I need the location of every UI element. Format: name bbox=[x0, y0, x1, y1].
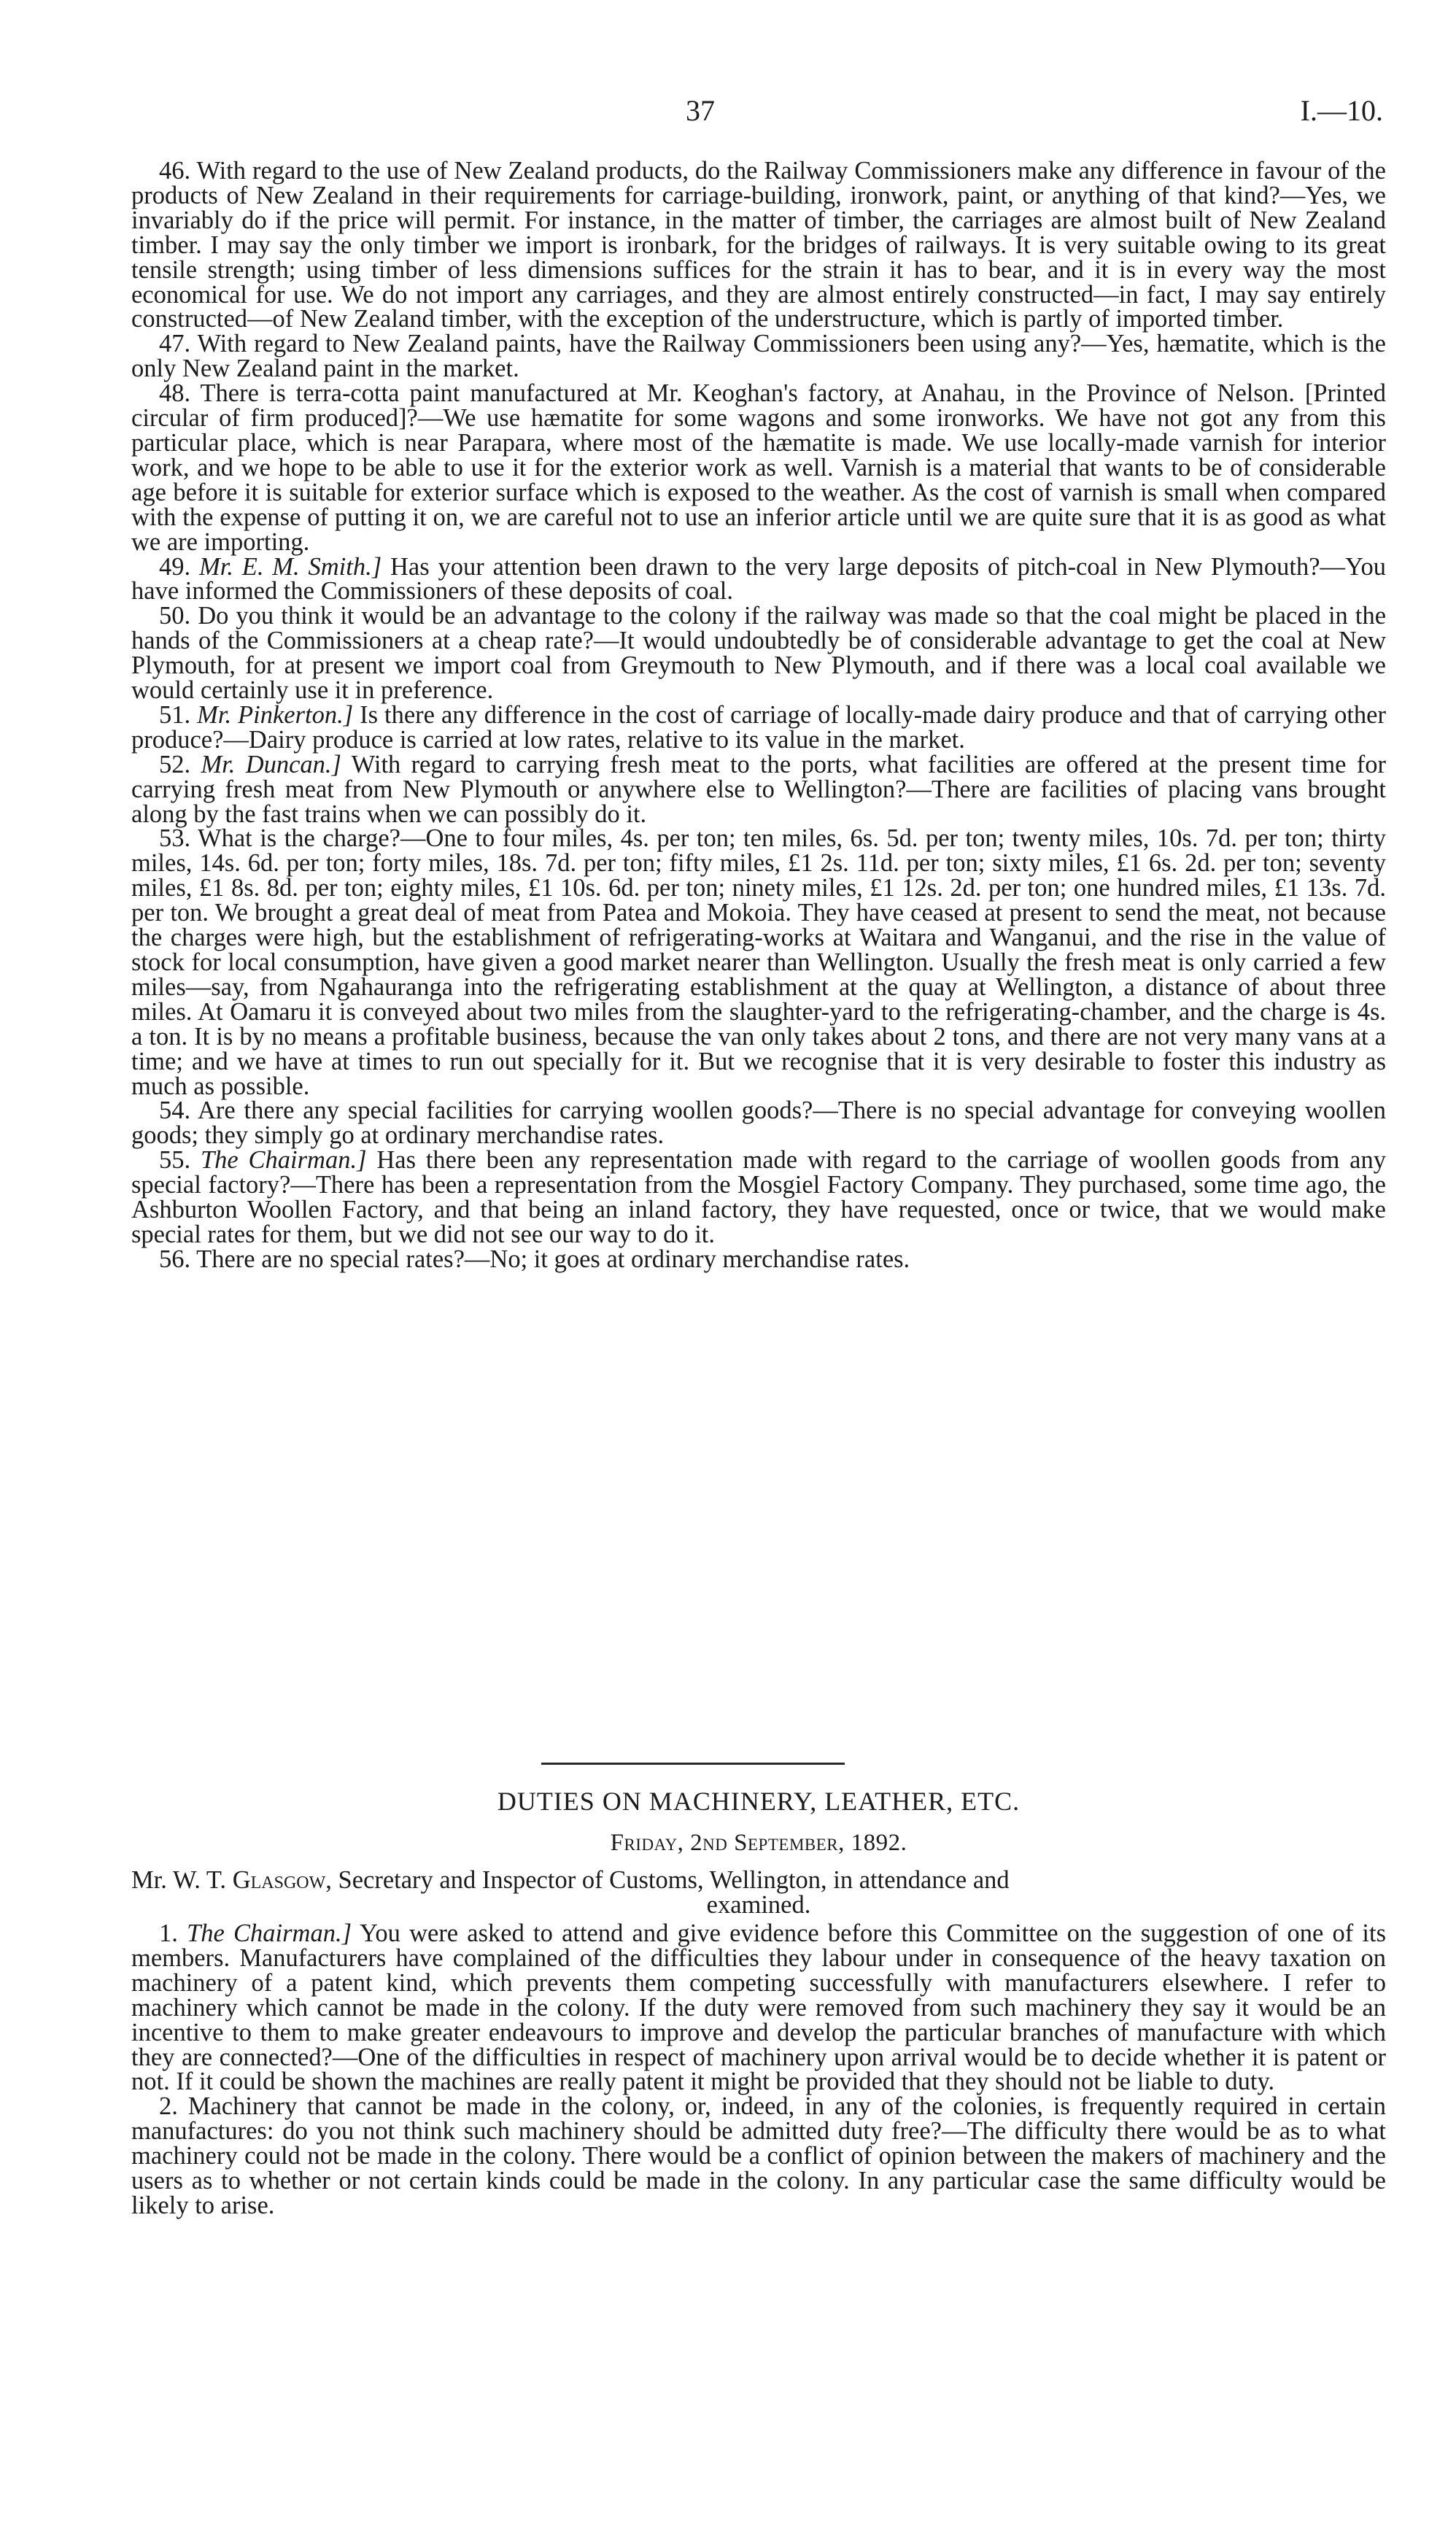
speaker-label: The Chairman.] bbox=[200, 1146, 367, 1175]
witness-name: Glasgow bbox=[232, 1866, 326, 1894]
paragraph-2: 2. Machinery that cannot be made in the colony, or, indeed, in any of the colonies, is frequently required in certain manufactures: do you not think such machinery should be admitted duty free?—The difficulty there would be as to what machinery could not be made in the colony. There would be a conflict of opinion between the makers of machinery and the users as to whether or not certain kinds could be made in the colony. In any particular case the same difficulty would be likely to arise. bbox=[131, 2092, 1386, 2219]
paragraph-49: 49. Mr. E. M. Smith.] Has your attention been drawn to the very large deposits of pitch-coal in New Plymouth?—You have informed the Commissioners of these deposits of coal. bbox=[131, 552, 1387, 606]
paragraph-50: 50. Do you think it would be an advantage to the colony if the railway was made so that the coal might be placed in the hands of the Commissioners at a cheap rate?—It would undoubtedly be of considerable advantage to get the coal at New Plymouth, for at present we import coal from Greymouth to New Plymouth, and if there was a local coal available we would certainly use it in preference. bbox=[131, 602, 1387, 705]
attendance-note bbox=[131, 1868, 1386, 1917]
paragraph-47: 47. With regard to New Zealand paints, have the Railway Commissioners been using any?—Yes, hæmatite, which is the only New Zealand paint in the market. bbox=[131, 330, 1386, 383]
paragraph-48: 48. There is terra-cotta paint manufactured at Mr. Keoghan's factory, at Anahau, in the Province of Nelson. [Printed circular of firm produced]?—We use hæmatite for some wagons and some ironworks. We have not got any from this particular place, which is near Parapara, where most of the hæmatite is made. We use locally-made varnish for interior work, and we hope to be able to use it for the exterior work as well. Varnish is a material that wants to be of considerable age before it is suitable for exterior surface which is exposed to the weather. As the cost of varnish is small when compared with the expense of putting it on, we are careful not to use an inferior article until we are quite sure that it is as good as what we are importing. bbox=[131, 379, 1386, 556]
evidence-body-top bbox=[131, 159, 1386, 1272]
speaker-label: The Chairman.] bbox=[187, 1919, 352, 1947]
paragraph-53: 53. What is the charge?—One to four miles, 4s. per ton; ten miles, 6s. 5d. per ton; twenty miles, 10s. 7d. per ton; thirty miles, 14s. 6d. per ton; forty miles, 18s. 7d. per ton; fifty miles, £1 2s. 11d. per ton; sixty miles, £1 6s. 2d. per ton; seventy miles, £1 8s. 8d. per ton; eighty miles, £1 10s. 6d. per ton; ninety miles, £1 12s. 2d. per ton; one hundred miles, £1 13s. 7d. per ton. We brought a great deal of meat from Patea and Mokoia. They have ceased at present to send the meat, not because the charges were high, but the establishment of refrigerating-works at Waitara and Wanganui, and the rise in the value of stock for local consumption, have given a good market nearer than Wellington. Usually the fresh meat is only carried a few miles—say, from Ngahauranga into the refrigerating establishment at the quay at Wellington, a distance of about three miles. At Oamaru it is conveyed about two miles from the slaughter-yard to the refrigerating-chamber, and the charge is 4s. a ton. It is by no means a profitable business, because the van only takes about 2 tons, and there are not very many vans at a time; and we have at times to run out specially for it. But we recognise that it is very desirable to foster this industry as much as possible. bbox=[131, 824, 1386, 1100]
paragraph-54: 54. Are there any special facilities for carrying woollen goods?—There is no special advantage for conveying woollen goods; they simply go at ordinary merchandise rates. bbox=[131, 1097, 1386, 1150]
paragraph-51: 51. Mr. Pinkerton.] Is there any difference in the cost of carriage of locally-made dairy produce and that of carrying other produce?—Dairy produce is carried at low rates, relative to its value in the market. bbox=[131, 700, 1386, 754]
evidence-body-bottom bbox=[131, 1919, 1387, 2219]
section-title: DUTIES ON MACHINERY, LEATHER, ETC. bbox=[497, 1787, 1021, 1816]
paragraph-55: 55. The Chairman.] Has there been any representation made with regard to the carriage of woollen goods from any special factory?—There has been a representation from the Mosgiel Factory Company. They purchased, some time ago, the Ashburton Woollen Factory, and that being an inland factory, they have requested, once or twice, that we would make special rates for them, but we did not see our way to do it. bbox=[131, 1146, 1386, 1248]
attendance-line: Mr. W. T. Glasgow, Secretary and Inspector of Customs, Wellington, in attendance and bbox=[131, 1866, 1010, 1894]
paragraph-56: 56. There are no special rates?—No; it goes at ordinary merchandise rates. bbox=[159, 1245, 910, 1273]
speaker-label: Mr. Pinkerton.] bbox=[197, 700, 354, 729]
section-divider bbox=[541, 1763, 845, 1765]
attendance-line-2: examined. bbox=[706, 1891, 811, 1919]
paragraph-1: 1. The Chairman.] You were asked to attend and give evidence before this Committee on the suggestion of one of its members. Manufacturers have complained of the difficulties they labour under in consequence of the heavy taxation on machinery of a patent kind, which prevents them competing successfully with manufacturers elsewhere. I refer to machinery which cannot be made in the colony. If the duty were removed from such machinery they say it would be an incentive to them to make greater endeavours to improve and develop the particular branches of manufacture with which they are connected?—One of the difficulties in respect of machinery upon arrival would be to decide whether it is patent or not. If it could be shown the machines are really patent it might be provided that they should not be liable to duty. bbox=[131, 1919, 1387, 2096]
speaker-label: Mr. Duncan.] bbox=[201, 750, 341, 778]
paragraph-46: 46. With regard to the use of New Zealand products, do the Railway Commissioners make any difference in favour of the products of New Zealand in their requirements for carriage-building, ironwork, paint, or anything of that kind?—Yes, we invariably do if the price will permit. For instance, in the matter of timber, the carriages are almost built of New Zealand timber. I may say the only timber we import is ironbark, for the bridges of railways. It is very suitable owing to its great tensile strength; using timber of less dimensions suffices for the strain it has to bear, and it is in every way the most economical for use. We do not import any carriages, and they are almost entirely constructed—in fact, I may say entirely constructed—of New Zealand timber, with the exception of the understructure, which is partly of imported timber. bbox=[131, 157, 1386, 333]
document-reference: I.—10. bbox=[1300, 94, 1383, 127]
section-date: Friday, 2nd September, 1892. bbox=[610, 1830, 907, 1856]
page-number: 37 bbox=[686, 94, 715, 127]
paragraph-52: 52. Mr. Duncan.] With regard to carrying fresh meat to the ports, what facilities are offered at the present time for carrying fresh meat from New Plymouth or anywhere else to Wellington?—There are facilities of placing vans brought along by the fast trains when we can possibly do it. bbox=[131, 750, 1386, 828]
speaker-label: Mr. E. M. Smith.] bbox=[198, 552, 382, 581]
